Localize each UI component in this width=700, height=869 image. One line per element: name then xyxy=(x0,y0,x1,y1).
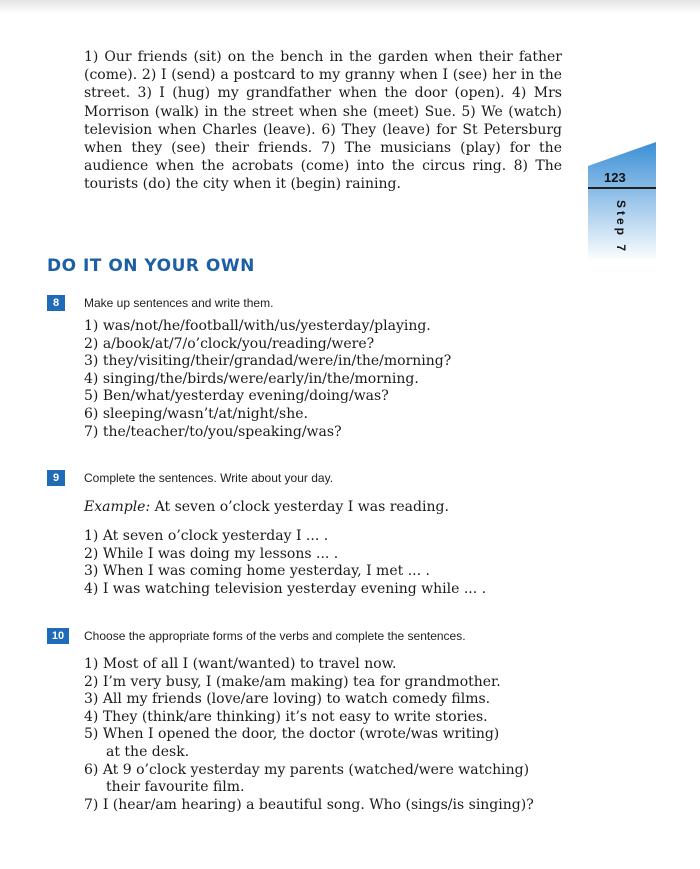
intro-text: 1) Our friends (sit) on the bench in the garden when their father (come). 2) I (send) a postcard to my granny when I (see) her in the street. 3) I (hug) my grandfather when the door (open). 4) Mrs Morrison (walk) in the street when she (meet) Sue. 5) We (watch) television when Charles (leave). 6) They (leave) for St Petersburg when they (see) their friends. 7) The musicians (play) for the audience when the acrobats (come) into the circus ring. 8) The tourists (do) the city when it (begin) raining. xyxy=(84,49,562,193)
list-item: 4) They (think/are thinking) it’s not easy to write stories. xyxy=(84,708,488,725)
list-item: 2) a/book/at/7/o’clock/you/reading/were? xyxy=(84,335,375,352)
exercise-number-badge: 10 xyxy=(47,628,69,644)
page-tab-divider xyxy=(588,187,656,189)
list-item-continuation xyxy=(84,779,534,797)
list-item: 2) While I was doing my lessons ... . xyxy=(84,545,339,562)
list-item: 5) Ben/what/yesterday evening/doing/was? xyxy=(84,388,389,405)
exercise-number-badge: 9 xyxy=(47,470,65,486)
list-item: 7) the/teacher/to/you/speaking/was? xyxy=(84,423,342,440)
exercise-instruction: Choose the appropriate forms of the verbs and complete the sentences. xyxy=(84,629,466,643)
example-line xyxy=(84,499,449,515)
list-item: 4) I was watching television yesterday evening while ... . xyxy=(84,580,487,597)
list-item: 6) sleeping/wasn’t/at/night/she. xyxy=(84,405,308,422)
list-item: 1) Most of all I (want/wanted) to travel now. xyxy=(84,656,397,672)
continuation-text: their favourite film. xyxy=(106,779,245,796)
exercise-9-list xyxy=(84,528,486,598)
intro-paragraph xyxy=(84,48,562,194)
list-item: 3) All my friends (love/are loving) to watch comedy films. xyxy=(84,691,491,708)
step-label: Step 7 xyxy=(614,199,628,255)
exercise-instruction: Complete the sentences. Write about your day. xyxy=(84,471,334,485)
page-top-shadow xyxy=(0,0,700,14)
list-item: 3) they/visiting/their/grandad/were/in/the/morning? xyxy=(84,353,452,370)
list-item: 2) I’m very busy, I (make/am making) tea for grandmother. xyxy=(84,673,501,690)
section-heading: DO IT ON YOUR OWN xyxy=(47,256,255,276)
list-item: 7) I (hear/am hearing) a beautiful song. Who (sings/is singing)? xyxy=(84,796,534,813)
list-item: 4) singing/the/birds/were/early/in/the/morning. xyxy=(84,370,419,387)
continuation-text: at the desk. xyxy=(106,743,190,760)
exercise-10-list xyxy=(84,656,534,814)
example-text: At seven o’clock yesterday I was reading. xyxy=(154,499,449,515)
list-item: 3) When I was coming home yesterday, I met ... . xyxy=(84,563,430,580)
list-item: 1) At seven o’clock yesterday I ... . xyxy=(84,528,329,544)
example-label: Example: xyxy=(84,499,151,515)
list-item: 1) was/not/he/football/with/us/yesterday/playing. xyxy=(84,318,431,334)
page-number: 123 xyxy=(604,170,626,185)
exercise-instruction: Make up sentences and write them. xyxy=(84,296,274,310)
list-item: 5) When I opened the door, the doctor (wrote/was writing) xyxy=(84,726,500,743)
list-item: 6) At 9 o’clock yesterday my parents (watched/were watching) xyxy=(84,761,530,778)
exercise-8-list xyxy=(84,318,451,441)
list-item-continuation xyxy=(84,744,534,762)
exercise-number-badge: 8 xyxy=(47,295,65,311)
